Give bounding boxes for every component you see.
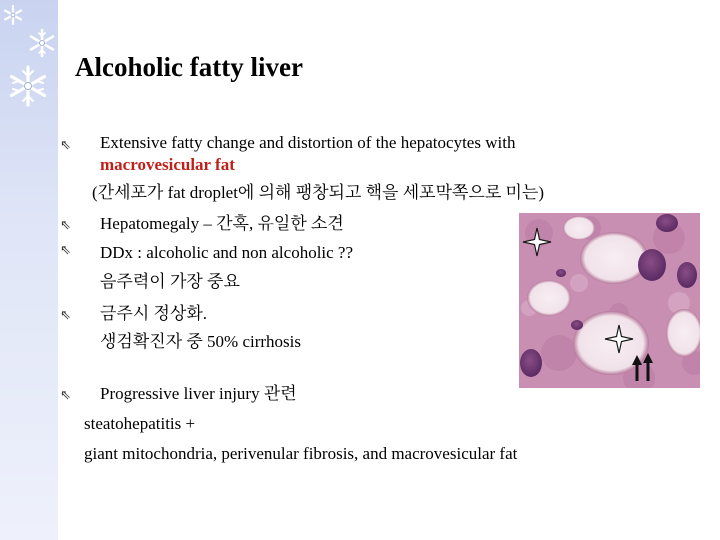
body-text-line: (간세포가 fat droplet에 의해 팽창되고 핵을 세포막쪽으로 미는) <box>92 183 545 202</box>
body-text-line: Progressive liver injury 관련 <box>100 384 297 403</box>
bullet-arrow-icon: ⇖ <box>60 388 71 403</box>
body-text-line: steatohepatitis + <box>84 414 196 433</box>
body-text-line: Extensive fatty change and distortion of the hepatocytes with <box>100 133 516 152</box>
bullet-arrow-icon: ⇖ <box>60 138 71 153</box>
body-text-line: Hepatomegaly – 간혹, 유일한 소견 <box>100 214 344 233</box>
snowflake-icon <box>27 28 57 58</box>
body-text-line: giant mitochondria, perivenular fibrosis, and macrovesicular fat <box>84 444 518 463</box>
bullet-arrow-icon: ⇖ <box>60 308 71 323</box>
body-text-line: 생검확진자 중 50% cirrhosis <box>100 332 301 351</box>
histology-micrograph <box>519 213 700 388</box>
body-text-line: DDx : alcoholic and non alcoholic ?? <box>100 243 354 262</box>
snowflake-icon <box>6 64 50 108</box>
body-text-line: 금주시 정상화. <box>100 304 208 323</box>
bullet-arrow-icon: ⇖ <box>60 243 71 258</box>
body-text-highlight: macrovesicular fat <box>100 155 235 174</box>
snowflake-icon <box>2 4 24 26</box>
bullet-arrow-icon: ⇖ <box>60 218 71 233</box>
slide-title: Alcoholic fatty liver <box>75 52 303 82</box>
body-text-line: 음주력이 가장 중요 <box>100 272 240 291</box>
